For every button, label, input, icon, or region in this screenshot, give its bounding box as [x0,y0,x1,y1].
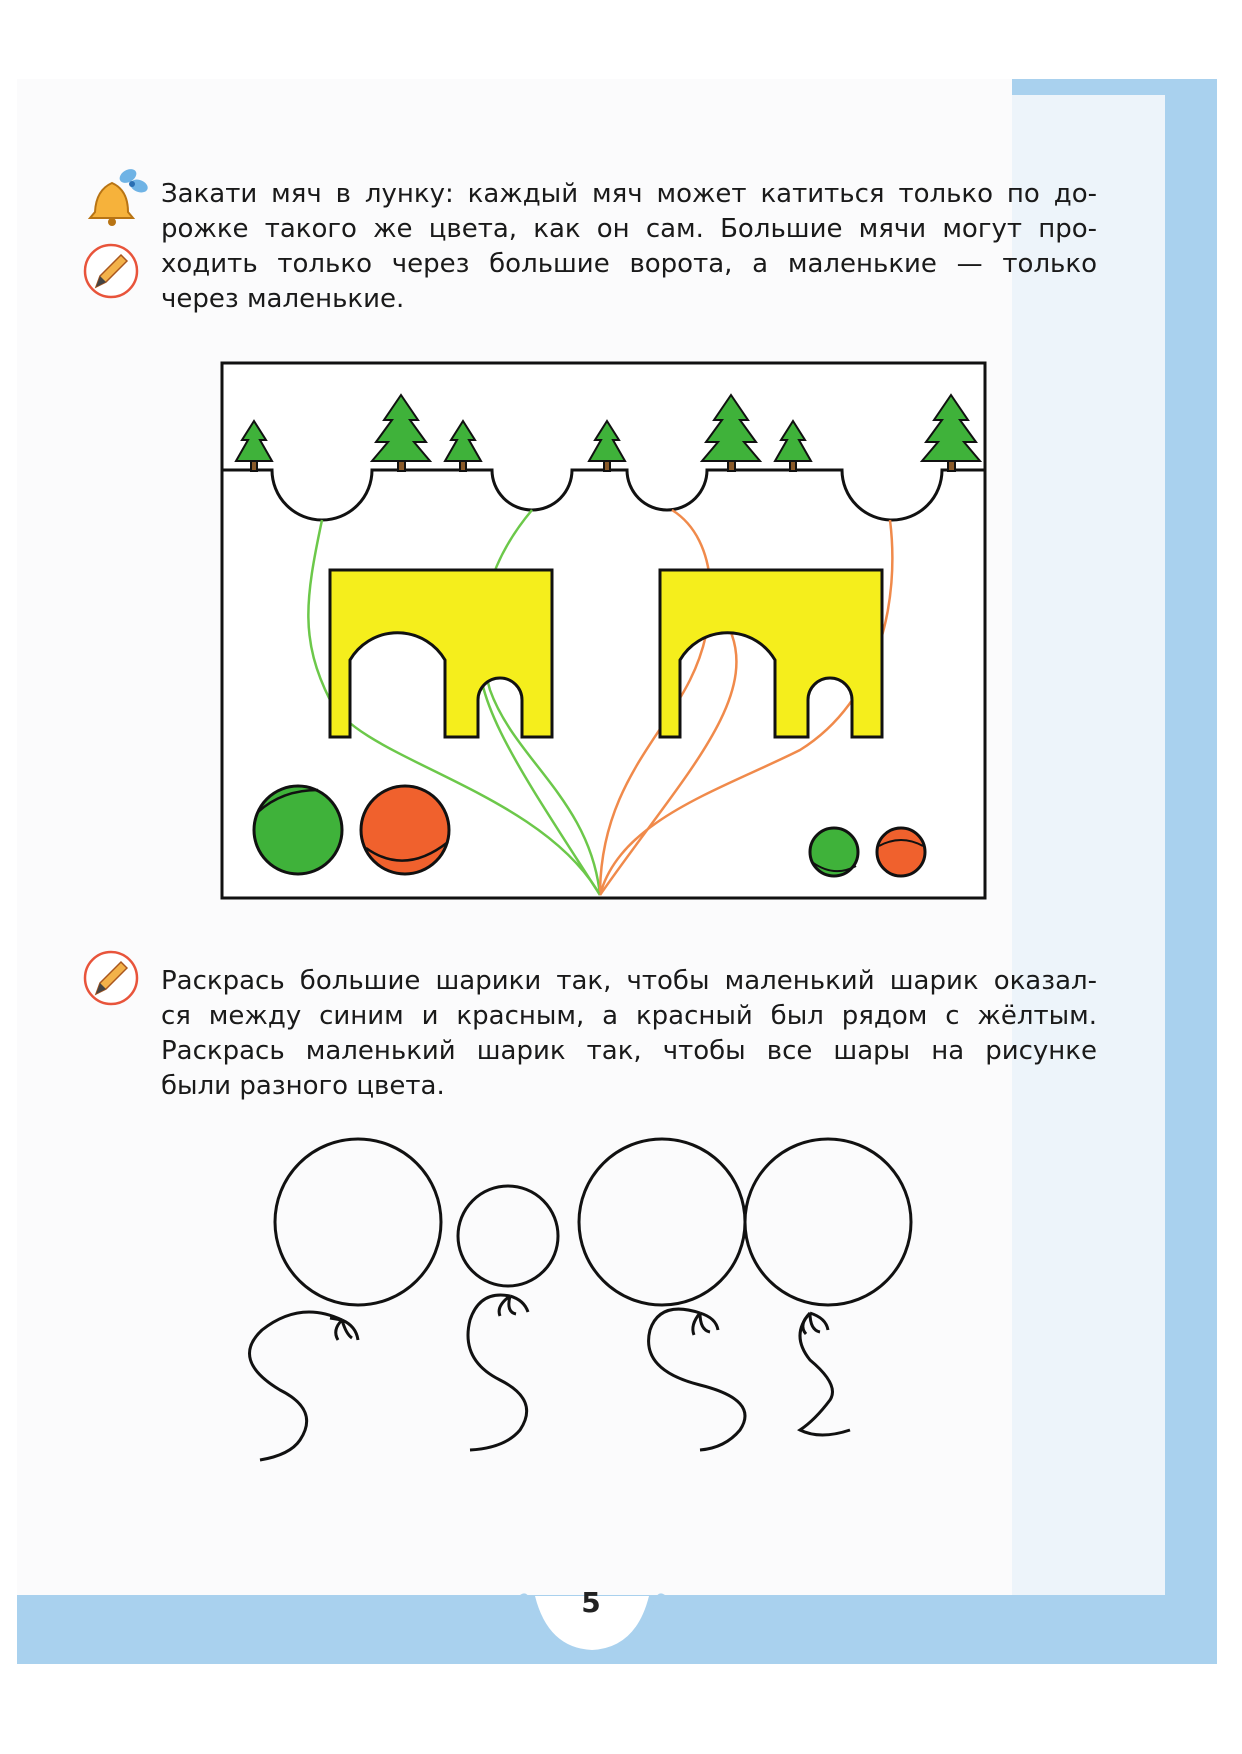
small-green-ball [810,828,858,876]
big-orange-ball [361,786,449,874]
text-line: были разного цвета. [161,1071,445,1101]
text-line: ся между синим и красным, а красный был рядом с жёлтым. [161,1001,1097,1031]
small-orange-ball [877,828,925,876]
big-green-ball [254,786,342,874]
text-line: ходить только через большие ворота, а маленькие — только [161,249,1097,279]
text-line: Раскрась большие шарики так, чтобы маленький шарик оказал- [161,966,1097,996]
task-2-text [161,964,1097,1104]
text-line: Закати мяч в лунку: каждый мяч может катиться только по до- [161,179,1097,209]
page-number: 5 [581,1586,601,1619]
task-1-text [161,177,1097,317]
pencil-icon [85,245,137,297]
text-line: рожке такого же цвета, как он сам. Большие мячи могут про- [161,214,1097,244]
pencil-icon [85,952,137,1004]
text-line: Раскрась маленький шарик так, чтобы все шары на рисунке [161,1036,1097,1066]
ball-maze-puzzle [222,363,985,898]
text-line: через маленькие. [161,284,405,314]
